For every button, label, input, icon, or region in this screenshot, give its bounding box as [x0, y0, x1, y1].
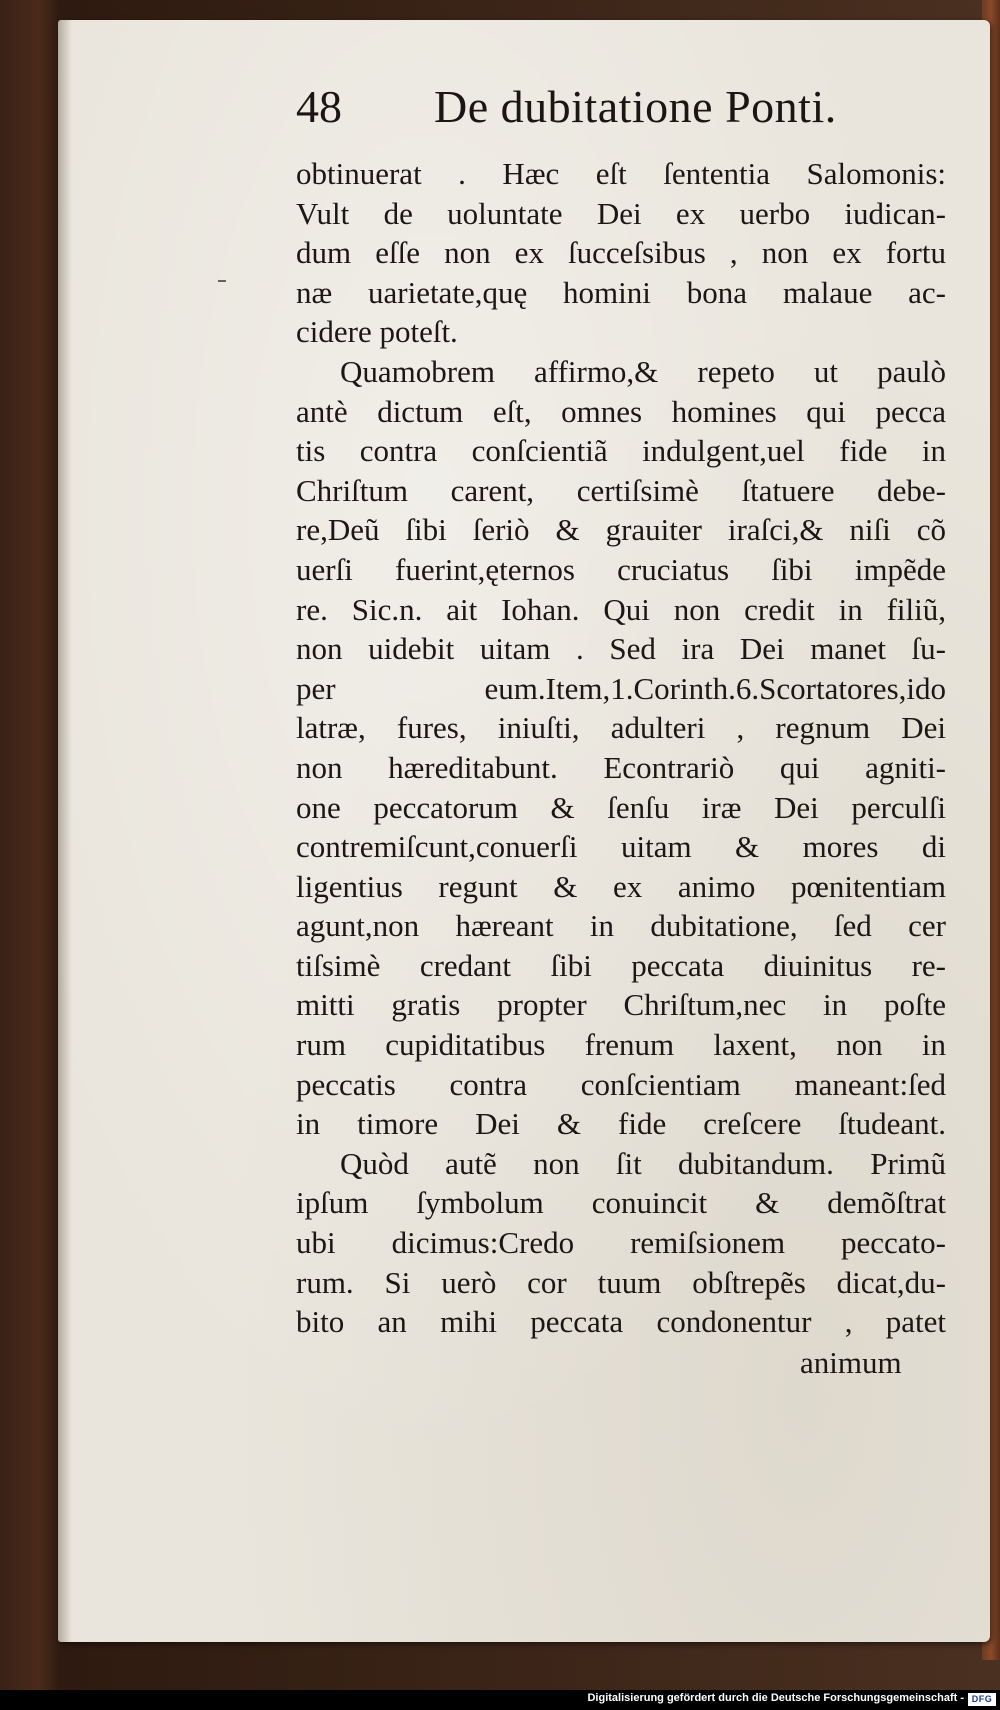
digitization-footer: [0, 1690, 1000, 1710]
text-line: re. Sic.n. ait Iohan. Qui non credit in filiũ,: [296, 591, 946, 627]
text-line: Quòd autẽ non ſit dubitandum. Primũ: [340, 1145, 946, 1181]
page-number: 48: [296, 81, 342, 132]
text-line: antè dictum eſt, omnes homines qui pecca: [296, 393, 946, 429]
text-line: contremiſcunt,conuerſi uitam & mores di: [296, 829, 946, 865]
text-line: ligentius regunt & ex animo pœnitentiam: [296, 868, 946, 904]
dfg-logo: DFG: [968, 1693, 996, 1706]
text-line: uerſi fuerint,ęternos cruciatus ſibi impẽde: [296, 551, 946, 587]
text-line: dum eſſe non ex ſucceſsibus , non ex fortu: [296, 235, 946, 271]
text-line: næ uarietate,quę homini bona malaue ac-: [296, 274, 946, 310]
text-line: agunt,non hæreant in dubitatione, ſed cer: [296, 908, 946, 944]
text-line: ubi dicimus:Credo remiſsionem peccato-: [296, 1225, 946, 1261]
funding-credit: Digitalisierung gefördert durch die Deutsche Forschungsgemeinschaft -: [587, 1692, 964, 1704]
text-line: cidere poteſt.: [296, 314, 458, 350]
text-line: non hæreditabunt. Econtrariò qui agniti-: [296, 749, 946, 785]
text-line: one peccatorum & ſenſu iræ Dei perculſi: [296, 789, 946, 825]
text-line: non uidebit uitam . Sed ira Dei manet ſu-: [296, 631, 946, 667]
text-line: latræ, fures, iniuſti, adulteri , regnum Dei: [296, 710, 946, 746]
text-line: re,Deũ ſibi ſeriò & grauiter iraſci,& niſi cõ: [296, 512, 946, 548]
text-line: peccatis contra conſcientiam maneant:ſed: [296, 1066, 946, 1102]
text-line: rum cupiditatibus frenum laxent, non in: [296, 1027, 946, 1063]
text-line: ipſum ſymbolum conuincit & demõſtrat: [296, 1185, 946, 1221]
text-line: mitti gratis propter Chriſtum,nec in poſte: [296, 987, 946, 1023]
text-line: bito an mihi peccata condonentur , patet: [296, 1304, 946, 1340]
catchword: animum: [800, 1345, 902, 1380]
text-line: tiſsimè credant ſibi peccata diuinitus re-: [296, 947, 946, 983]
text-line: per eum.Item,1.Corinth.6.Scortatores,ido: [296, 670, 946, 706]
text-line: Vult de uoluntate Dei ex uerbo iudican-: [296, 195, 946, 231]
running-title: De dubitatione Ponti.: [434, 81, 837, 132]
text-line: tis contra conſcientiã indulgent,uel fide in: [296, 433, 946, 469]
text-line: obtinuerat . Hæc eſt ſententia Salomonis:: [296, 156, 946, 191]
text-line: rum. Si uerò cor tuum obſtrepẽs dicat,du-: [296, 1264, 946, 1300]
page-header: [296, 80, 956, 140]
text-line: Quamobrem affirmo,& repeto ut paulò: [340, 353, 946, 389]
text-line: Chriſtum carent, certiſsimè ſtatuere debe-: [296, 472, 946, 508]
margin-mark: [218, 280, 226, 282]
text-line: in timore Dei & fide creſcere ſtudeant.: [296, 1106, 946, 1142]
gutter-shadow: [58, 20, 72, 1642]
body-text: [296, 154, 946, 1342]
